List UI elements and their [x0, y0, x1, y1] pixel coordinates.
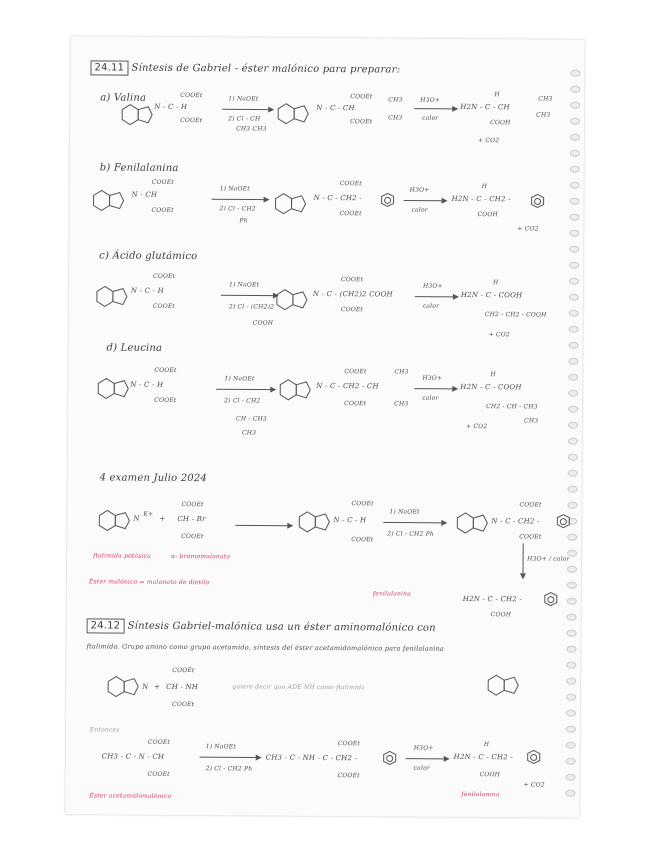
a-prod-ch3-1: CH3: [538, 95, 553, 103]
part-b-label: b) Fenilalanina: [99, 162, 179, 174]
c-cond-1: 1) NaOEt: [228, 281, 260, 289]
c-prod-chain: CH2 - CH2 - COOH: [484, 311, 547, 319]
exam-ring: [97, 506, 141, 540]
exam-int-top: COOEt: [351, 500, 374, 508]
b-cond-1: 1) NaOEt: [219, 185, 250, 193]
a-int-ch3-2: CH3: [388, 114, 403, 122]
p2-react-bot: COOEt: [172, 700, 195, 709]
binder-hole: [566, 662, 576, 669]
p2-faint-label: Entonces: [89, 726, 120, 734]
binder-hole: [568, 358, 578, 365]
binder-hole: [565, 790, 575, 797]
exam-alk-top: COOEt: [519, 501, 542, 509]
binder-hole: [566, 646, 576, 653]
exam-cond-1: 1) NaOEt: [389, 508, 420, 516]
b-int-ring: [273, 190, 317, 224]
binder-hole: [569, 246, 579, 253]
a-int-top: COOEt: [350, 93, 373, 101]
d-prod-ch3: CH3: [524, 417, 539, 425]
binder-hole: [568, 438, 578, 445]
p2-co2: + CO2: [523, 781, 545, 789]
b-int-mid: N - C - CH2 -: [313, 193, 362, 203]
d-reactant-mid: N - C - H: [130, 380, 164, 389]
binder-hole: [568, 390, 578, 397]
p2-prod-benzene: [526, 749, 542, 765]
binder-hole: [566, 694, 576, 701]
exam-label-bromomalonato: α- bromomalonato: [171, 552, 231, 561]
p2-right-ring: [486, 671, 530, 705]
exam-prod-mid: H2N - C - CH2 -: [462, 594, 523, 604]
d-cond-1: 1) NaOEt: [224, 375, 255, 383]
c-reactant-mid: N - C - H: [130, 286, 165, 295]
c-reactant-bot: COOEt: [152, 302, 176, 310]
exam-k: K+: [143, 510, 154, 518]
exam-bromo-top: COOEt: [181, 500, 204, 509]
part-d-label: d) Leucina: [106, 342, 163, 354]
p2-cond-2: 2) Cl - CH2 Ph: [205, 765, 253, 773]
b-co2: + CO2: [517, 225, 539, 233]
c-co2: + CO2: [488, 331, 510, 339]
part-c-label: c) Ácido glutámico: [99, 250, 198, 263]
d-int-mid: N - C - CH2 - CH: [316, 381, 379, 391]
d-cond-3: CH - CH3: [236, 415, 267, 423]
binder-hole: [570, 70, 580, 77]
a-co2: + CO2: [477, 137, 500, 145]
p2-calor: calor: [413, 764, 430, 772]
p2-react-top: COOEt: [172, 666, 195, 675]
b-cond-2: 2) Cl - CH2: [219, 205, 256, 213]
d-arrow-2: [414, 385, 458, 393]
p2-h3o: H3O+: [413, 744, 434, 752]
exam-alk-mid: N - C - CH2 -: [491, 517, 540, 526]
c-calor: calor: [422, 302, 440, 310]
a-prod-h: H: [494, 91, 500, 99]
part-a-label: a) Valina: [100, 92, 147, 104]
binder-hole: [566, 678, 576, 685]
c-cond-3: COOH: [252, 319, 274, 327]
binder-hole: [569, 310, 579, 317]
a-prod-cooh: COOH: [490, 119, 511, 127]
binder-hole: [568, 454, 578, 461]
problem-header: [90, 62, 400, 75]
p2-prod-mid: H2N - C - CH2 -: [453, 752, 513, 762]
exam-label-ftalimida: ftalimida potásica: [93, 552, 152, 560]
c-int-bot: COOEt: [340, 306, 364, 314]
binder-hole: [568, 406, 578, 413]
binder-hole: [569, 342, 579, 349]
binder-hole: [570, 118, 580, 125]
exam-cond-2: 2) Cl - CH2 Ph: [387, 530, 434, 538]
binder-hole: [566, 726, 576, 733]
binder-hole: [568, 486, 578, 493]
p2-alk-benzene: [382, 750, 398, 766]
binder-hole: [568, 422, 578, 429]
a-int-mid: N - C - CH: [316, 103, 355, 113]
d-h3o: H3O+: [422, 374, 443, 382]
p2-prod-h: H: [483, 741, 490, 749]
a-cond-3: CH3 CH3: [236, 125, 267, 133]
b-ring: [91, 186, 135, 220]
exam-bromo-bot: COOEt: [181, 532, 204, 541]
d-arrow-1: [216, 385, 276, 393]
c-reactant-top: COOEt: [153, 272, 176, 280]
binder-hole: [569, 262, 579, 269]
exam-n: N: [133, 514, 140, 523]
b-prod-benzene: [530, 193, 546, 209]
exam-prod-cooh: COOH: [490, 611, 512, 619]
d-int-top: COOEt: [344, 368, 367, 376]
binder-hole: [569, 278, 579, 285]
binder-hole: [567, 598, 577, 605]
c-cond-2: 2) Cl - (CH2)2: [228, 303, 275, 311]
d-int-bot: COOEt: [344, 400, 367, 408]
exam-arrow-2: [383, 518, 447, 526]
a-prod-ch3-2: CH3: [536, 111, 551, 119]
binder-hole: [567, 630, 577, 637]
p2-n: N: [142, 682, 149, 691]
d-int-ch3-1: CH3: [394, 368, 409, 376]
exam-alk-ring: [455, 509, 499, 543]
b-cond-3: Ph: [239, 217, 248, 225]
b-prod-h: H: [481, 183, 488, 191]
b-int-benzene: [380, 192, 396, 208]
a-reactant-bot: COOEt: [180, 116, 203, 125]
problem2-number: 24.12: [87, 618, 125, 633]
exam-hydrolysis: H3O+ / calor: [527, 555, 570, 563]
problem-number: 24.11: [90, 60, 128, 75]
a-cond-1: 1) NaOEt: [228, 95, 259, 103]
problem2-header: [87, 620, 436, 633]
c-arrow-1: [221, 291, 279, 299]
d-int-ring: [278, 376, 322, 410]
d-cond-4: CH3: [241, 429, 257, 437]
b-arrow-1: [212, 195, 270, 203]
b-int-bot: COOEt: [339, 210, 362, 218]
binder-hole: [567, 614, 577, 621]
d-cond-2: 2) Cl - CH2: [224, 397, 261, 405]
b-prod-cooh: COOH: [477, 211, 498, 219]
a-prod-mid: H2N - C - CH: [460, 102, 510, 112]
binder-hole: [570, 150, 580, 157]
problem2-heading-1: Síntesis Gabriel-malónica usa un éster aminomalónico con: [127, 620, 436, 634]
binder-hole: [568, 470, 578, 477]
p2-bottom-label: Éster acetamidomalónico: [89, 792, 172, 800]
d-prod-h: H: [490, 371, 496, 379]
p2-prod-cooh: COOH: [479, 771, 501, 779]
spiral-holes: [563, 70, 580, 810]
binder-hole: [570, 102, 580, 109]
binder-hole: [570, 166, 580, 173]
exam-prod-benzene: [543, 592, 559, 608]
binder-hole: [570, 198, 580, 205]
b-calor: calor: [411, 206, 428, 214]
b-h3o: H3O+: [409, 186, 430, 194]
binder-hole: [570, 134, 580, 141]
d-ring: [96, 374, 140, 408]
p2-chain-top: COOEt: [147, 738, 171, 746]
p2-cond-1: 1) NaOEt: [205, 743, 236, 751]
p2-plus: +: [154, 682, 161, 691]
notebook-page: [65, 36, 584, 818]
exam-int-mid: N - C - H: [333, 516, 367, 525]
a-reactant-mid: N - C - H: [154, 102, 188, 112]
b-reactant-mid: N - CH: [131, 190, 158, 199]
binder-hole: [570, 182, 580, 189]
a-arrow-2: [414, 105, 458, 113]
problem-heading: Síntesis de Gabriel - éster malónico para preparar:: [131, 62, 401, 76]
p2-alk-mid: CH3 - C - NH - C - CH2 -: [265, 753, 358, 763]
a-cond-2: 2) Cl - CH: [228, 115, 261, 123]
binder-hole: [569, 294, 579, 301]
p2-chain-bot: COOEt: [147, 770, 170, 778]
p2-arrow-2: [406, 755, 450, 763]
p2-alk-bot: COOEt: [337, 772, 360, 780]
binder-hole: [570, 86, 580, 93]
d-reactant-bot: COOEt: [154, 396, 177, 404]
d-reactant-top: COOEt: [154, 366, 177, 374]
a-h3o: H3O+: [420, 96, 441, 104]
p2-arrow-1: [200, 753, 262, 761]
binder-hole: [568, 374, 578, 381]
exam-note: Éster malónico = malonato de dietilo: [88, 578, 210, 587]
b-reactant-top: COOEt: [151, 178, 174, 186]
exam-int-bot: COOEt: [351, 536, 374, 544]
c-h3o: H3O+: [422, 282, 443, 290]
d-prod-mid: H2N - C - COOH: [460, 382, 522, 392]
binder-hole: [567, 566, 577, 573]
c-int-top: COOEt: [341, 276, 364, 284]
problem2-heading-2: ftalimida. Grupo amino como grupo acetamido, síntesis del éster acetamidomalónico para fenilalanina: [86, 642, 445, 653]
a-intermediate-ring: [276, 100, 320, 134]
c-arrow-2: [415, 293, 459, 301]
a-reactant-top: COOEt: [180, 91, 203, 100]
exam-int-ring: [297, 508, 341, 542]
b-int-top: COOEt: [339, 180, 362, 188]
b-prod-mid: H2N - C - CH2 -: [451, 194, 511, 204]
exam-heading: 4 examen Julio 2024: [99, 472, 208, 485]
binder-hole: [566, 774, 576, 781]
p2-signature: fenilalanina: [461, 790, 500, 799]
binder-hole: [569, 230, 579, 237]
exam-alk-benzene: [555, 514, 571, 530]
binder-hole: [567, 502, 577, 509]
binder-hole: [566, 758, 576, 765]
d-co2: + CO2: [465, 422, 488, 431]
exam-side-note: fenilalanina: [372, 590, 412, 598]
binder-hole: [566, 710, 576, 717]
binder-hole: [569, 326, 579, 333]
exam-bromo-mid: CH - Br: [177, 514, 206, 524]
p2-margin-note: quiere decir que ADE NH como ftalimida: [232, 683, 366, 692]
b-arrow-2: [404, 197, 448, 205]
a-int-ch3-1: CH3: [388, 96, 403, 104]
a-calor: calor: [422, 114, 439, 122]
d-prod-chain: CH2 - CH - CH3: [486, 403, 538, 411]
exam-alk-bot: COOEt: [519, 533, 542, 541]
p2-chain-mid: CH3 - C - N - CH: [101, 752, 165, 761]
binder-hole: [566, 742, 576, 749]
exam-plus: +: [159, 514, 166, 523]
c-prod-h: H: [492, 279, 499, 287]
p2-alk-top: COOEt: [337, 740, 361, 748]
c-prod-mid: H2N - C - COOH: [460, 290, 523, 300]
exam-arrow-down: [519, 543, 527, 579]
d-calor: calor: [422, 394, 439, 402]
a-arrow-1: [222, 105, 274, 113]
binder-hole: [567, 582, 577, 589]
binder-hole: [569, 214, 579, 221]
binder-hole: [567, 534, 577, 541]
p2-react-mid: CH - NH: [166, 682, 199, 692]
b-reactant-bot: COOEt: [151, 206, 174, 214]
d-int-ch3-2: CH3: [394, 400, 409, 408]
exam-arrow-1: [235, 521, 293, 529]
c-int-mid: N - C - (CH2)2 COOH: [312, 289, 393, 299]
a-int-bot: COOEt: [350, 118, 373, 126]
